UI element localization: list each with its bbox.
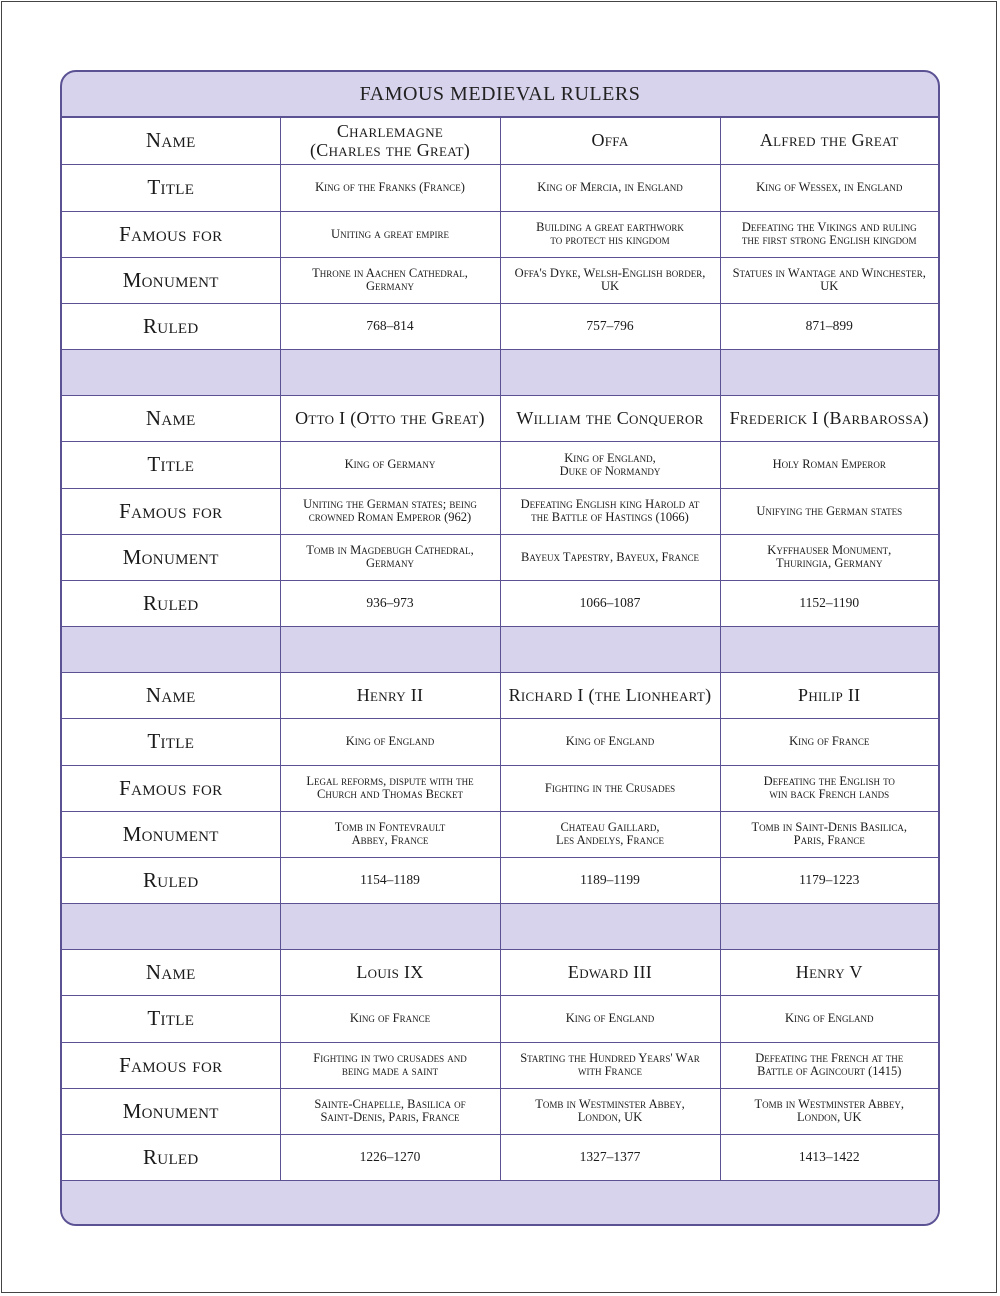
ruler-monument-cell: Chateau Gaillard, Les Andelys, France [500, 811, 720, 857]
separator-cell [720, 626, 938, 672]
row-label-monument: Monument [62, 1088, 280, 1134]
separator-cell [62, 349, 280, 395]
group-separator [62, 626, 938, 672]
ruler-monument-cell: Throne in Aachen Cathedral, Germany [280, 257, 500, 303]
ruler-famous-for-cell: Fighting in two crusades and being made a saint [280, 1042, 500, 1088]
sheet-title: FAMOUS MEDIEVAL RULERS [62, 72, 938, 118]
row-famous-for [62, 211, 938, 257]
ruler-name-cell: Henry V [720, 949, 938, 995]
row-ruled [62, 1134, 938, 1180]
row-label-ruled: Ruled [62, 857, 280, 903]
ruler-famous-for-cell: Defeating the Vikings and ruling the first strong English kingdom [720, 211, 938, 257]
row-label-name: Name [62, 672, 280, 718]
ruler-title-cell: King of Mercia, in England [500, 164, 720, 211]
ruler-ruled-cell: 1226–1270 [280, 1134, 500, 1180]
ruler-name-cell: Charlemagne (Charles the Great) [280, 118, 500, 164]
ruler-monument-cell: Tomb in Magdebugh Cathedral, Germany [280, 534, 500, 580]
ruler-famous-for-cell: Defeating the English to win back French lands [720, 765, 938, 811]
separator-cell [62, 1180, 938, 1226]
ruler-famous-for-cell: Uniting a great empire [280, 211, 500, 257]
ruler-title-cell: King of England [500, 995, 720, 1042]
ruler-name-cell: Henry II [280, 672, 500, 718]
ruler-name-cell: Alfred the Great [720, 118, 938, 164]
group-separator [62, 903, 938, 949]
row-label-famous-for: Famous for [62, 1042, 280, 1088]
ruler-ruled-cell: 1327–1377 [500, 1134, 720, 1180]
ruler-name-cell: Offa [500, 118, 720, 164]
row-label-ruled: Ruled [62, 580, 280, 626]
ruler-ruled-cell: 1154–1189 [280, 857, 500, 903]
separator-cell [62, 626, 280, 672]
row-famous-for [62, 1042, 938, 1088]
row-title [62, 995, 938, 1042]
ruler-ruled-cell: 1413–1422 [720, 1134, 938, 1180]
ruler-famous-for-cell: Building a great earthwork to protect his kingdom [500, 211, 720, 257]
row-label-famous-for: Famous for [62, 765, 280, 811]
row-monument [62, 811, 938, 857]
separator-cell [500, 626, 720, 672]
ruler-monument-cell: Statues in Wantage and Winchester, UK [720, 257, 938, 303]
ruler-monument-cell: Offa's Dyke, Welsh-English border, UK [500, 257, 720, 303]
ruler-title-cell: King of Wessex, in England [720, 164, 938, 211]
ruler-title-cell: King of England [500, 718, 720, 765]
ruler-name-cell: William the Conqueror [500, 395, 720, 441]
row-label-famous-for: Famous for [62, 488, 280, 534]
row-monument [62, 534, 938, 580]
row-label-monument: Monument [62, 534, 280, 580]
ruler-title-cell: King of France [720, 718, 938, 765]
row-monument [62, 257, 938, 303]
row-label-ruled: Ruled [62, 1134, 280, 1180]
row-label-name: Name [62, 118, 280, 164]
ruler-monument-cell: Kyffhauser Monument, Thuringia, Germany [720, 534, 938, 580]
group-separator [62, 349, 938, 395]
ruler-ruled-cell: 1152–1190 [720, 580, 938, 626]
row-title [62, 441, 938, 488]
ruler-famous-for-cell: Fighting in the Crusades [500, 765, 720, 811]
ruler-famous-for-cell: Unifying the German states [720, 488, 938, 534]
row-monument [62, 1088, 938, 1134]
separator-cell [720, 903, 938, 949]
row-label-title: Title [62, 164, 280, 211]
ruler-name-cell: Frederick I (Barbarossa) [720, 395, 938, 441]
row-famous-for [62, 488, 938, 534]
ruler-monument-cell: Sainte-Chapelle, Basilica of Saint-Denis, Paris, France [280, 1088, 500, 1134]
row-ruled [62, 857, 938, 903]
row-name [62, 949, 938, 995]
ruler-name-cell: Philip II [720, 672, 938, 718]
ruler-ruled-cell: 1189–1199 [500, 857, 720, 903]
separator-cell [720, 349, 938, 395]
rulers-sheet [60, 70, 940, 1226]
ruler-title-cell: King of Germany [280, 441, 500, 488]
ruler-name-cell: Otto I (Otto the Great) [280, 395, 500, 441]
ruler-monument-cell: Tomb in Westminster Abbey, London, UK [720, 1088, 938, 1134]
separator-cell [62, 903, 280, 949]
ruler-ruled-cell: 768–814 [280, 303, 500, 349]
separator-cell [500, 349, 720, 395]
ruler-title-cell: King of England [280, 718, 500, 765]
ruler-title-cell: King of France [280, 995, 500, 1042]
row-label-title: Title [62, 995, 280, 1042]
row-famous-for [62, 765, 938, 811]
separator-cell [500, 903, 720, 949]
ruler-name-cell: Edward III [500, 949, 720, 995]
ruler-famous-for-cell: Legal reforms, dispute with the Church and Thomas Becket [280, 765, 500, 811]
row-ruled [62, 303, 938, 349]
separator-cell [280, 903, 500, 949]
row-name [62, 672, 938, 718]
ruler-monument-cell: Bayeux Tapestry, Bayeux, France [500, 534, 720, 580]
row-label-title: Title [62, 441, 280, 488]
ruler-name-cell: Richard I (the Lionheart) [500, 672, 720, 718]
separator-cell [280, 626, 500, 672]
ruler-title-cell: King of England [720, 995, 938, 1042]
ruler-monument-cell: Tomb in Westminster Abbey, London, UK [500, 1088, 720, 1134]
row-label-ruled: Ruled [62, 303, 280, 349]
row-label-name: Name [62, 395, 280, 441]
row-label-title: Title [62, 718, 280, 765]
row-label-famous-for: Famous for [62, 211, 280, 257]
ruler-ruled-cell: 757–796 [500, 303, 720, 349]
group-separator [62, 1180, 938, 1226]
row-title [62, 718, 938, 765]
ruler-famous-for-cell: Starting the Hundred Years' War with France [500, 1042, 720, 1088]
row-label-name: Name [62, 949, 280, 995]
ruler-monument-cell: Tomb in Fontevrault Abbey, France [280, 811, 500, 857]
row-label-monument: Monument [62, 811, 280, 857]
row-name [62, 395, 938, 441]
row-ruled [62, 580, 938, 626]
row-label-monument: Monument [62, 257, 280, 303]
ruler-title-cell: King of England, Duke of Normandy [500, 441, 720, 488]
rulers-table [62, 118, 938, 1226]
ruler-name-cell: Louis IX [280, 949, 500, 995]
row-title [62, 164, 938, 211]
ruler-famous-for-cell: Defeating English king Harold at the Battle of Hastings (1066) [500, 488, 720, 534]
separator-cell [280, 349, 500, 395]
ruler-monument-cell: Tomb in Saint-Denis Basilica, Paris, France [720, 811, 938, 857]
ruler-ruled-cell: 1066–1087 [500, 580, 720, 626]
ruler-title-cell: Holy Roman Emperor [720, 441, 938, 488]
row-name [62, 118, 938, 164]
ruler-ruled-cell: 871–899 [720, 303, 938, 349]
ruler-ruled-cell: 936–973 [280, 580, 500, 626]
ruler-famous-for-cell: Defeating the French at the Battle of Agincourt (1415) [720, 1042, 938, 1088]
ruler-ruled-cell: 1179–1223 [720, 857, 938, 903]
ruler-title-cell: King of the Franks (France) [280, 164, 500, 211]
ruler-famous-for-cell: Uniting the German states; being crowned Roman Emperor (962) [280, 488, 500, 534]
